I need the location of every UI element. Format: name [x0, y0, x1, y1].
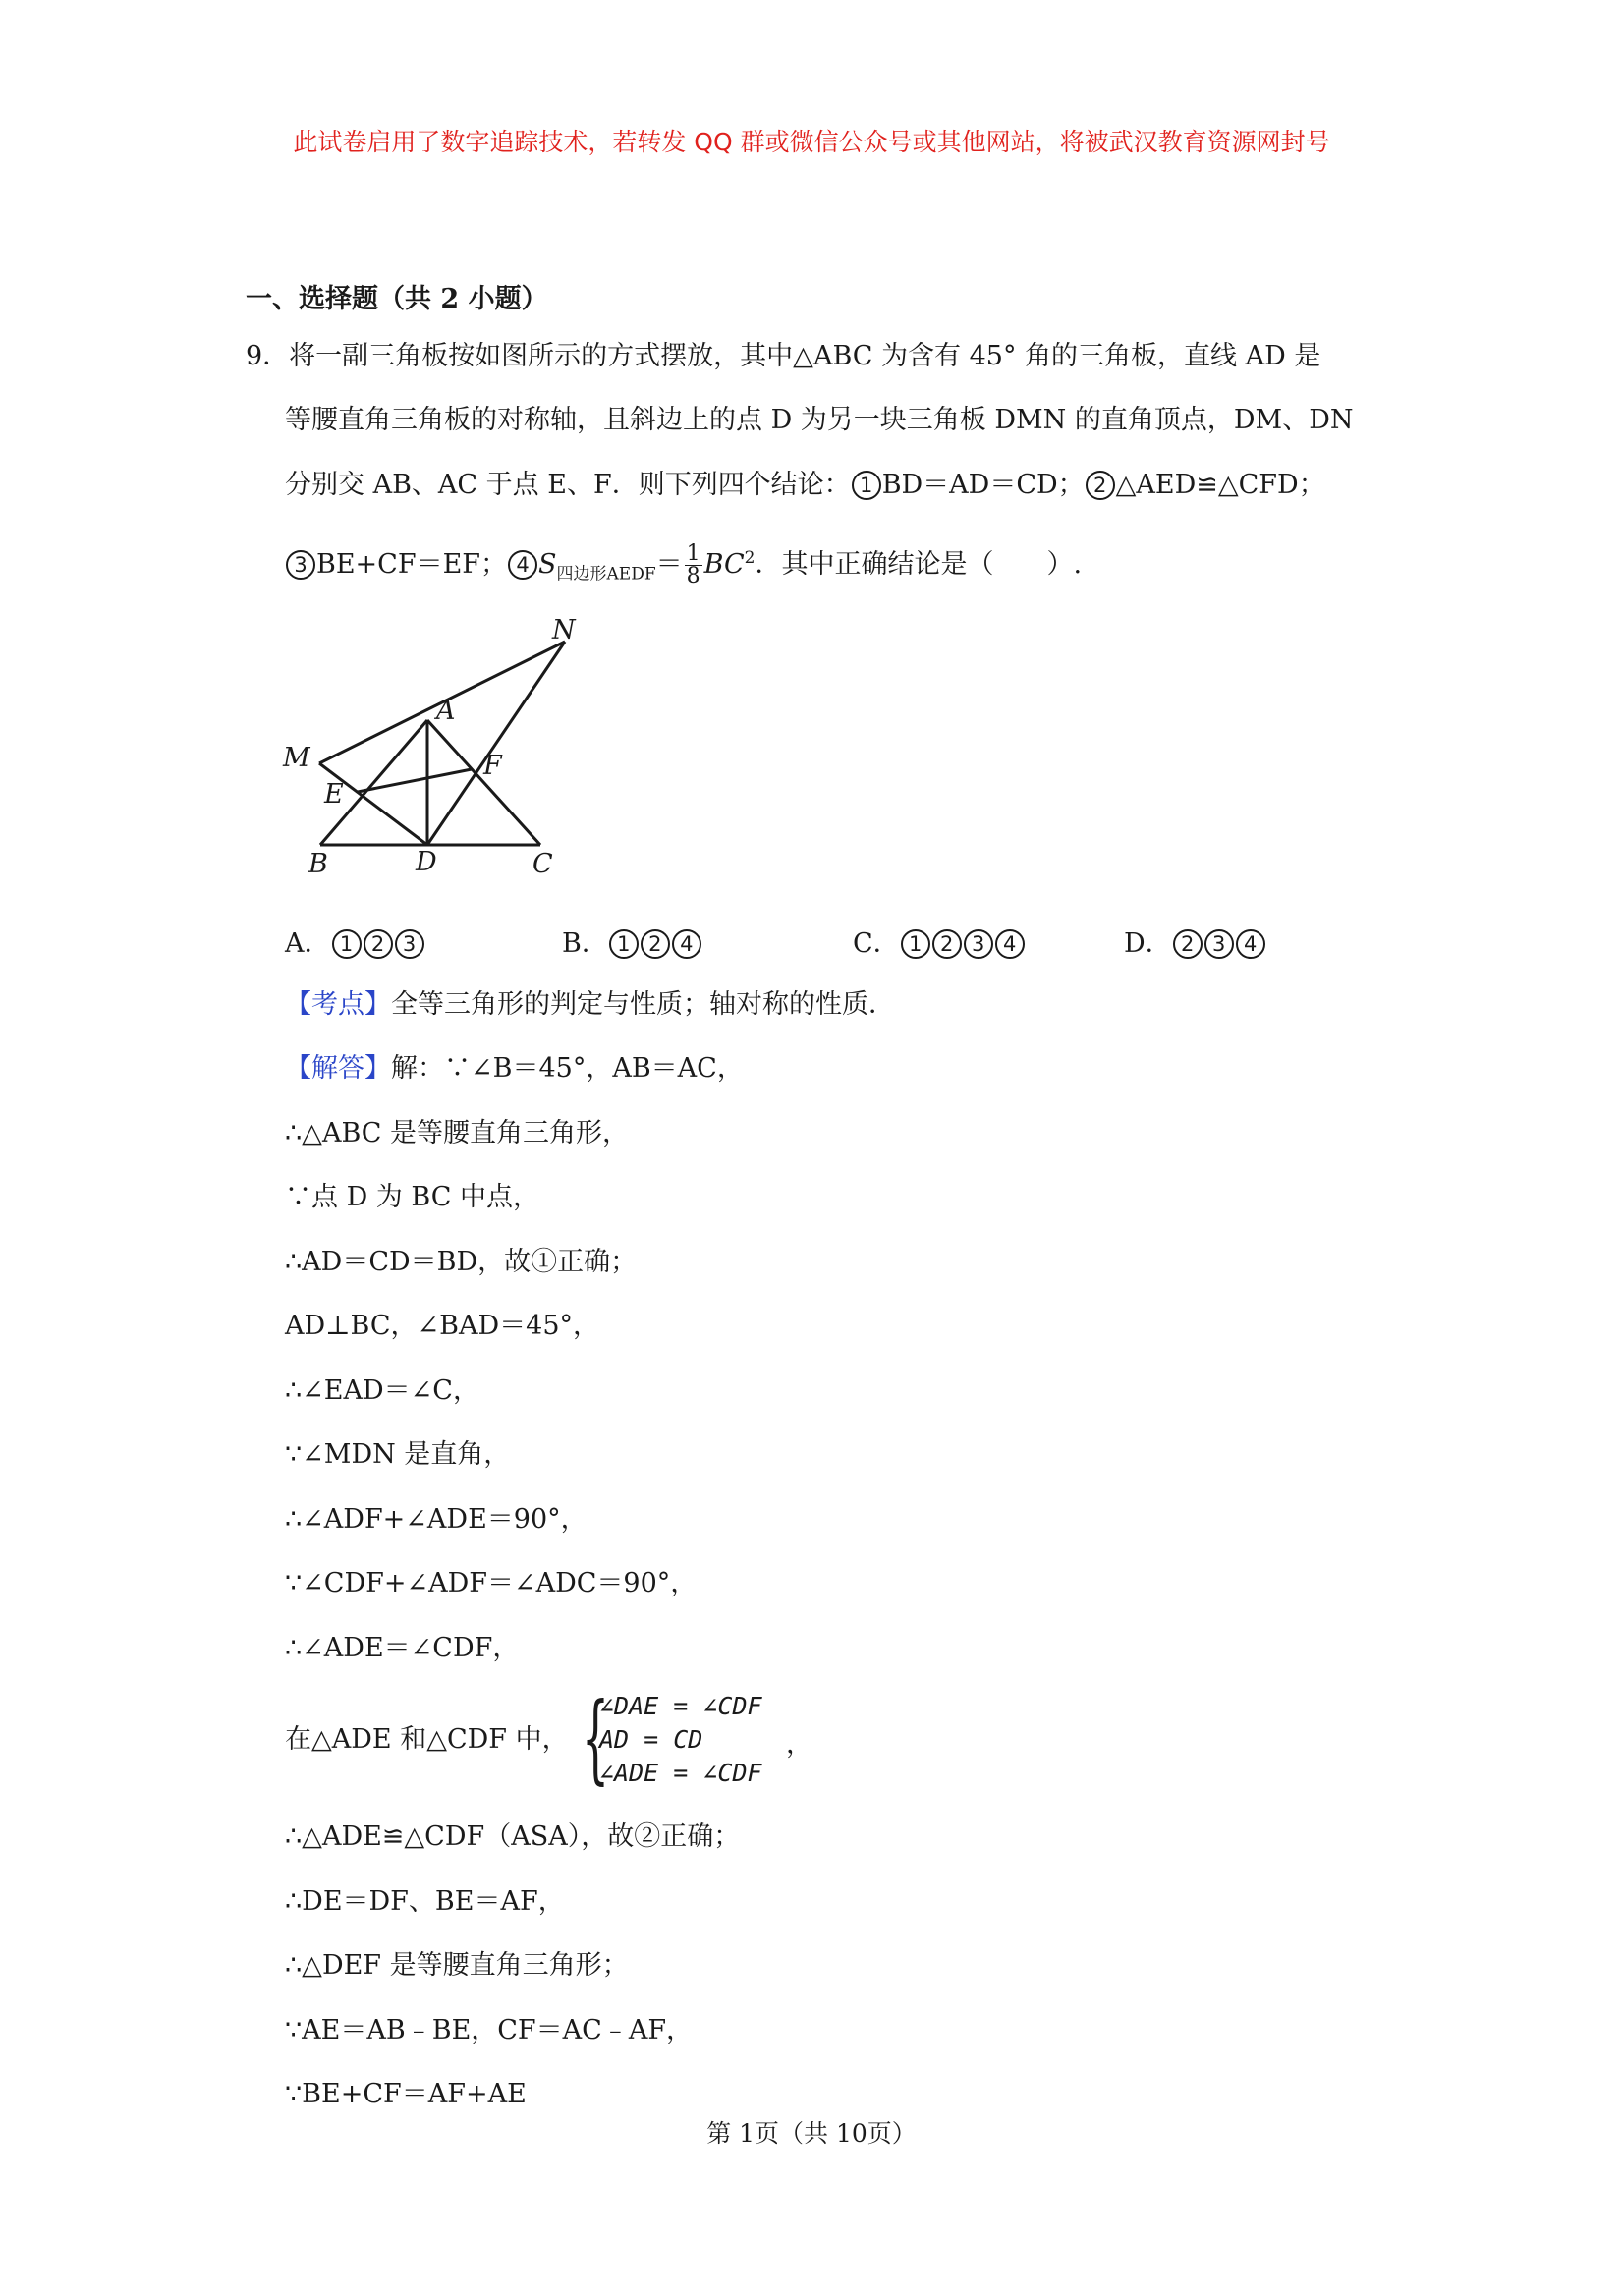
label-a: A — [436, 696, 456, 726]
choice-b-letter: B． — [562, 928, 608, 959]
solution-step-2: ∵点 D 为 BC 中点， — [285, 1182, 539, 1212]
question-line-4-a: BE+CF＝EF； — [316, 549, 508, 580]
kaodian-text: 全等三角形的判定与性质；轴对称的性质． — [391, 989, 895, 1020]
system-line-1: ∠DAE = ∠CDF — [599, 1692, 762, 1720]
system-brace: { — [582, 1683, 610, 1795]
area-subscript: 四边形AEDF — [556, 564, 656, 585]
jieda-line — [285, 1049, 744, 1089]
solution-step-8: ∵∠CDF+∠ADF＝∠ADC＝90°， — [285, 1568, 698, 1598]
choice-c-letter: C． — [853, 928, 900, 959]
question-line-4-e: ．其中正确结论是（ ）. — [755, 549, 1083, 580]
question-line-3-a: 分别交 AB、AC 于点 E、F．则下列四个结论： — [285, 470, 851, 500]
solution-step-1: ∴△ABC 是等腰直角三角形， — [285, 1118, 630, 1148]
solution-step-13: ∵AE＝AB﹣BE，CF＝AC﹣AF， — [285, 2015, 694, 2045]
label-d: D — [416, 847, 437, 877]
fraction-denominator: 8 — [686, 564, 700, 588]
system-lines — [599, 1690, 762, 1790]
solution-step-5: ∴∠EAD＝∠C， — [285, 1375, 479, 1406]
kaodian-tag: 【考点】 — [285, 989, 391, 1020]
solution-step-9: ∴∠ADE＝∠CDF， — [285, 1633, 520, 1663]
choice-b[interactable]: B． 1 2 4 — [562, 922, 702, 960]
kaodian-line — [285, 985, 895, 1025]
solution-step-12: ∴△DEF 是等腰直角三角形； — [285, 1950, 629, 1981]
conclusion-1-mark: 1 — [852, 471, 881, 500]
bc-term: BC — [703, 549, 745, 580]
label-m: M — [283, 743, 310, 773]
solution-step-4: AD⊥BC，∠BAD＝45°， — [285, 1311, 600, 1341]
choice-a-letter: A． — [285, 928, 331, 959]
question-line-3-c: △AED≌△CFD； — [1115, 470, 1325, 500]
geometry-figure — [275, 609, 599, 884]
choice-c[interactable]: C． 1 2 3 4 — [853, 922, 1026, 960]
choice-d-letter: D． — [1124, 928, 1172, 959]
segment-ac — [427, 720, 540, 845]
copyright-notice: 此试卷启用了数字追踪技术，若转发 QQ 群或微信公众号或其他网站，将被武汉教育资源网封号 — [293, 128, 1330, 156]
jieda-tag: 【解答】 — [285, 1053, 391, 1084]
label-n: N — [552, 615, 576, 645]
jieda-text: 解：∵∠B＝45°，AB＝AC， — [391, 1053, 744, 1084]
solution-step-7: ∴∠ADF+∠ADE＝90°， — [285, 1504, 588, 1535]
conclusion-2-mark: 2 — [1086, 471, 1115, 500]
solution-step-14: ∵BE+CF＝AF+AE — [285, 2079, 527, 2109]
question-line-2: 等腰直角三角板的对称轴，且斜边上的点 D 为另一块三角板 DMN 的直角顶点，DM、DN — [285, 405, 1354, 435]
area-symbol: S — [538, 549, 557, 580]
bc-exponent: 2 — [744, 548, 756, 568]
choice-a[interactable]: A． 1 2 3 — [285, 922, 425, 960]
label-b: B — [308, 849, 328, 879]
label-e: E — [324, 779, 344, 810]
label-f: F — [483, 751, 502, 781]
section-title: 一、选择题（共 2 小题） — [246, 284, 548, 314]
system-end: ， — [786, 1729, 812, 1760]
system-line-2: AD = CD — [599, 1725, 703, 1754]
conclusion-4-mark: 4 — [508, 550, 537, 580]
equals-sign: ＝ — [655, 549, 683, 580]
solution-step-10: ∴△ADE≌△CDF（ASA），故②正确； — [285, 1821, 741, 1852]
label-c: C — [532, 849, 553, 879]
solution-step-6: ∵∠MDN 是直角， — [285, 1439, 511, 1470]
page-footer: 第 1页（共 10页） — [706, 2119, 917, 2148]
question-line-3 — [285, 466, 1325, 505]
fraction — [685, 543, 702, 588]
solution-step-3: ∴AD＝CD＝BD，故①正确； — [285, 1247, 638, 1277]
question-line-3-b: BD＝AD＝CD； — [881, 470, 1085, 500]
question-line-1: 9．将一副三角板按如图所示的方式摆放，其中△ABC 为含有 45° 角的三角板，直线 AD 是 — [246, 341, 1321, 371]
system-line-3: ∠ADE = ∠CDF — [599, 1759, 762, 1787]
system-intro: 在△ADE 和△CDF 中， — [285, 1724, 569, 1755]
fraction-numerator: 1 — [686, 541, 700, 566]
question-line-4 — [285, 538, 1082, 593]
solution-step-11: ∴DE＝DF、BE＝AF， — [285, 1886, 565, 1917]
conclusion-3-mark: 3 — [286, 550, 315, 580]
choice-d[interactable]: D． 2 3 4 — [1124, 922, 1266, 960]
